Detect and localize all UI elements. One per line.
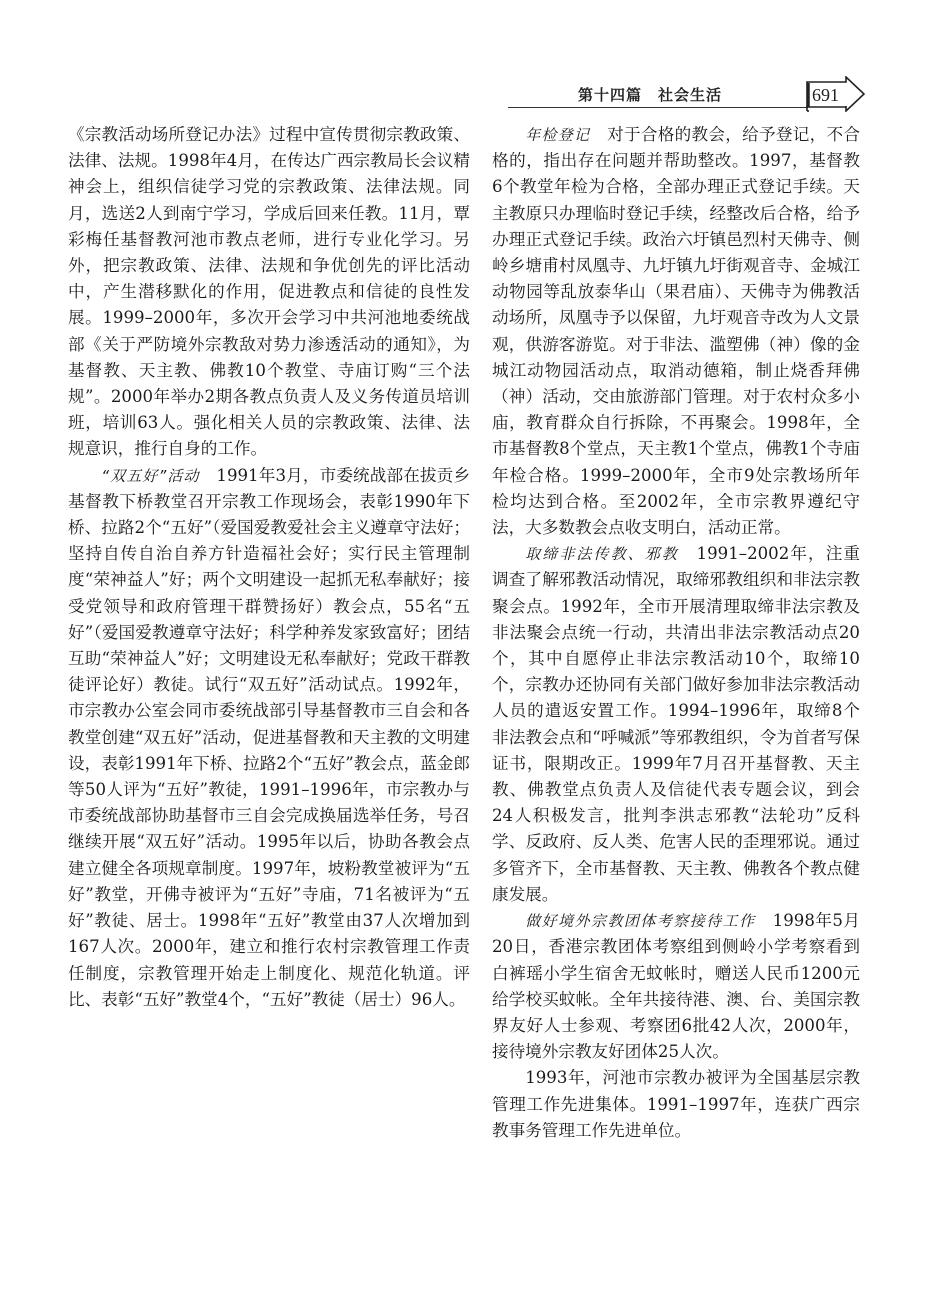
chapter-title: 第十四篇 社会生活 — [578, 86, 723, 104]
section-lead: 做好境外宗教团体考察接待工作 — [525, 912, 756, 931]
section-lead: 年检登记 — [525, 126, 591, 144]
header-rule — [508, 107, 808, 108]
paragraph — [492, 541, 860, 908]
page-header — [508, 74, 862, 114]
left-column — [68, 122, 470, 1013]
paragraph-text: 1991–2002年，注重调查了解邪教活动情况，取缔邪教组织和非法宗教聚会点。1992年，全市开展清理取缔非法宗教及非法聚会点统一行动，共清出非法宗教活动点20个，其中自愿停止非法宗教活动10个，取缔10个，宗教办还协同有关部门做好参加非法宗教活动人员的遣返安置工作。1994–1996年，取缔8个非法教会点和“呼喊派”等邪教组织，令为首者写保证书，限期改正。1999年7月召开基督教、天主教、佛教堂点负责人及信徒代表专题会议，到会24人积极发言，批判李洪志邪教“法轮功”反科学、反政府、反人类、危害人民的歪理邪说。通过多管齐下，全市基督教、天主教、佛教各个教点健康发展。 — [492, 544, 860, 904]
page-number-arrow — [806, 76, 868, 112]
paragraph-text: 1991年3月，市委统战部在拔贡乡基督教下桥教堂召开宗教工作现场会，表彰1990年下桥、拉路2个“五好”（爱国爱教爱社会主义遵章守法好；坚持自传自治自养方针造福社会好；实行民主管理制度“荣神益人”好；两个文明建设一起抓无私奉献好；接受党领导和政府管理干群赞扬好）教会点，55名“五好”（爱国爱教遵章守法好；科学种养发家致富好；团结互助“荣神益人”好；文明建设无私奉献好；党政干群教徒评论好）教徒。试行“双五好”活动试点。1992年，市宗教办公室会同市委统战部引导基督教市三自会和各教堂创建“双五好”活动，促进基督教和天主教的文明建设，表彰1991年下桥、拉路2个“五好”教会点，蓝金郎等50人评为“五好”教徒，1991–1996年，市宗教办与市委统战部协助基督市三自会完成换届选举任务，号召继续开展“双五好”活动。1995年以后，协助各教会点建立健全各项规章制度。1997年，坡粉教堂被评为“五好”教堂，开佛寺被评为“五好”寺庙，71名被评为“五好”教徒、居士。1998年“五好”教堂由37人次增加到167人次。2000年，建立和推行农村宗教管理工作责任制度，宗教管理开始走上制度化、规范化轨道。评比、表彰“五好”教堂4个，“五好”教徒（居士）96人。 — [68, 465, 470, 1009]
paragraph-text: 《宗教活动场所登记办法》过程中宣传贯彻宗教政策、法律、法规。1998年4月，在传达广西宗教局长会议精神会上，组织信徒学习党的宗教政策、法律法规。同月，选送2人到南宁学习，学成后回来任教。11月，覃彩梅任基督教河池市教点老师，进行专业化学习。另外，把宗教政策、法律、法规和争优创先的评比活动中，产生潜移默化的作用，促进教点和信徒的良性发展。1999–2000年，多次开会学习中共河池地委统战部《关于严防境外宗教敌对势力渗透活动的通知》，为基督教、天主教、佛教10个教堂、寺庙订购“三个法规”。2000年举办2期各教点负责人及义务传道员培训班，培训63人。强化相关人员的宗教政策、法律、法规意识，推行自身的工作。 — [68, 125, 470, 459]
paragraph-text: 对于合格的教会，给予登记，不合格的，指出存在问题并帮助整改。1997，基督教6个教堂年检为合格，全部办理正式登记手续。天主教原只办理临时登记手续，经整改后合格，给予办理正式登记手续。政治六圩镇邑烈村天佛寺、侧岭乡塘甫村凤凰寺、九圩镇九圩街观音寺、金城江动物园等乱放泰华山（果君庙）、天佛寺为佛教活动场所，凤凰寺予以保留，九圩观音寺改为人文景观，供游客游览。对于非法、滥塑佛（神）像的金城江动物园活动点，取消动德箱，制止烧香拜佛（神）活动，交由旅游部门管理。对于农村众多小庙，教育群众自行拆除，不再聚会。1998年，全市基督教8个堂点，天主教1个堂点，佛教1个寺庙年检合格。1999–2000年，全市9处宗教场所年检均达到合格。至2002年，全市宗教界遵纪守法，大多数教会点收支明白，活动正常。 — [492, 125, 860, 538]
paragraph-text: 1998年5月20日，香港宗教团体考察组到侧岭小学考察看到白裤瑶小学生宿舍无蚊帐时，赠送人民币1200元给学校买蚊帐。全年共接待港、澳、台、美国宗教界友好人士参观、考察团6批42人次，2000年，接待境外宗教友好团体25人次。 — [492, 911, 860, 1062]
paragraph — [492, 122, 860, 541]
right-column — [492, 122, 860, 1144]
paragraph — [68, 122, 470, 463]
paragraph — [492, 1065, 860, 1144]
paragraph — [68, 463, 470, 1013]
section-lead: 取缔非法传教、邪教 — [525, 545, 679, 564]
paragraph-text: 1993年，河池市宗教办被评为全国基层宗教管理工作先进集体。1991–1997年，连获广西宗教事务管理工作先进单位。 — [492, 1068, 860, 1140]
page-number: 691 — [812, 85, 839, 105]
section-lead: “双五好”活动 — [101, 466, 200, 485]
paragraph — [492, 908, 860, 1065]
